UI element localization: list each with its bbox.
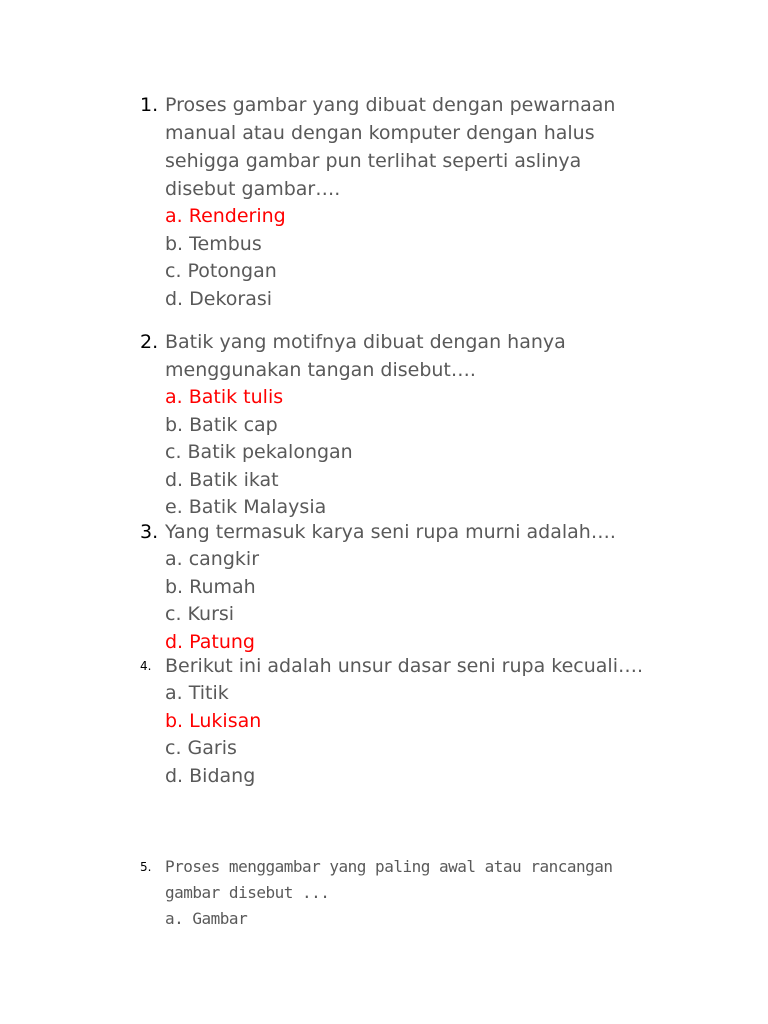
answer-option: e. Batik Malaysia (165, 496, 327, 518)
question-text-line: Yang termasuk karya seni rupa murni adalah…. (165, 521, 616, 543)
question-text-line: Proses gambar yang dibuat dengan pewarnaan (165, 94, 616, 116)
question-text-line: Berikut ini adalah unsur dasar seni rupa kecuali…. (165, 655, 644, 677)
question-text-line: menggunakan tangan disebut…. (165, 359, 476, 381)
question-number: 3. (140, 521, 159, 543)
answer-option-correct: a. Rendering (165, 205, 286, 227)
answer-option-correct: a. Batik tulis (165, 386, 284, 408)
question-number: 4. (140, 659, 152, 673)
question-text-line: Proses menggambar yang paling awal atau rancangan (165, 857, 613, 876)
answer-option-correct: d. Patung (165, 630, 255, 653)
question-text-line: sehigga gambar pun terlihat seperti aslinya (165, 150, 582, 172)
answer-option: b. Batik cap (165, 413, 278, 436)
answer-option: c. Garis (165, 737, 237, 759)
question-1 (140, 91, 700, 313)
question-text-line: Batik yang motifnya dibuat dengan hanya (165, 331, 566, 353)
question-3 (140, 518, 700, 656)
answer-option: d. Bidang (165, 764, 256, 787)
answer-option: c. Potongan (165, 260, 277, 282)
answer-option: a. Gambar (165, 909, 248, 928)
question-text-line: gambar disebut ... (165, 883, 330, 902)
answer-option: b. Rumah (165, 575, 256, 598)
answer-option: d. Dekorasi (165, 287, 273, 310)
answer-option-correct: b. Lukisan (165, 709, 262, 732)
answer-option: d. Batik ikat (165, 468, 279, 491)
question-2 (140, 328, 700, 522)
question-4 (140, 652, 700, 790)
question-number: 5. (140, 860, 152, 874)
answer-option: c. Kursi (165, 603, 235, 625)
question-number: 1. (140, 94, 159, 116)
question-text-line: manual atau dengan komputer dengan halus (165, 122, 595, 144)
answer-option: b. Tembus (165, 232, 262, 255)
answer-option: a. Titik (165, 682, 229, 704)
question-5 (140, 854, 700, 932)
question-number: 2. (140, 331, 159, 353)
answer-option: a. cangkir (165, 548, 260, 570)
answer-option: c. Batik pekalongan (165, 441, 353, 463)
question-text-line: disebut gambar…. (165, 178, 341, 200)
